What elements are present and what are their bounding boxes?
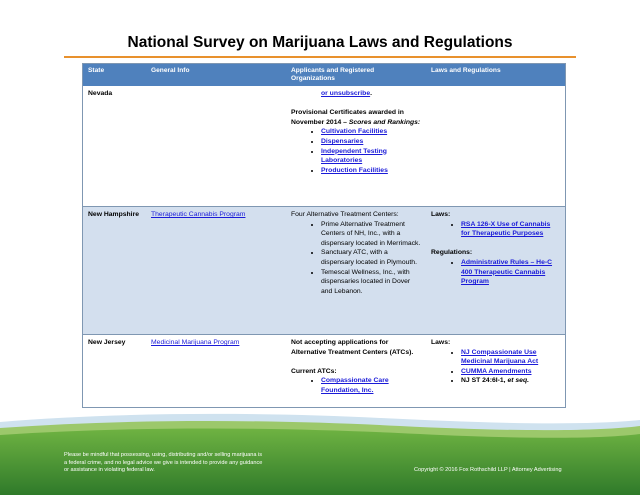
therapeutic-cannabis-program-link[interactable]: Therapeutic Cannabis Program bbox=[151, 211, 246, 218]
unsubscribe-link[interactable]: or unsubscribe bbox=[321, 90, 371, 97]
list-item: • Prime Alternative Treatment Centers of NH, Inc., with a dispensary located in Merrimack. bbox=[321, 220, 421, 249]
regulations-heading: Regulations: bbox=[431, 249, 473, 257]
applicants-cell bbox=[291, 338, 421, 396]
state-name: Nevada bbox=[88, 90, 113, 97]
atc-intro: Not accepting applications for Alternative Treatment Centers (ATCs). bbox=[291, 339, 414, 356]
table-row-new-hampshire bbox=[83, 206, 565, 334]
state-name: New Jersey bbox=[88, 339, 126, 346]
testing-labs-link[interactable]: Independent Testing Laboratories bbox=[321, 147, 387, 165]
applicants-cell bbox=[291, 210, 421, 296]
state-name: New Hampshire bbox=[88, 211, 139, 218]
administrative-rules-link[interactable]: Administrative Rules – He-C 400 Therapeutic Cannabis Program bbox=[461, 258, 553, 286]
title-rule bbox=[64, 56, 576, 58]
list-item: • Temescal Wellness, Inc., with dispensaries located in Dover and Lebanon. bbox=[321, 268, 421, 297]
current-atcs-heading: Current ATCs: bbox=[291, 367, 337, 375]
table-row-nevada bbox=[83, 86, 565, 206]
cultivation-facilities-link[interactable]: Cultivation Facilities bbox=[321, 128, 388, 136]
col-header-state: State bbox=[88, 67, 105, 74]
general-info-cell bbox=[151, 338, 271, 348]
laws-cell bbox=[431, 338, 561, 386]
table-header bbox=[83, 64, 565, 86]
nj-compassionate-use-act-link[interactable]: NJ Compassionate Use Medicinal Marijuana Act bbox=[461, 348, 539, 366]
page-title: National Survey on Marijuana Laws and Regulations bbox=[127, 34, 513, 51]
laws-heading: Laws: bbox=[431, 211, 451, 218]
atc-intro: Four Alternative Treatment Centers: bbox=[291, 211, 399, 218]
nevada-facilities-list bbox=[291, 127, 421, 175]
medicinal-marijuana-program-link[interactable]: Medicinal Marijuana Program bbox=[151, 339, 240, 346]
legal-disclaimer: Please be mindful that possessing, using, distributing and/or selling marijuana is a federal crime, and no legal advice we give is intended to provide any guidance or assistance in violating federal law. bbox=[64, 452, 263, 474]
laws-table bbox=[82, 63, 566, 408]
cumma-amendments-link[interactable]: CUMMA Amendments bbox=[461, 367, 532, 375]
footer bbox=[0, 408, 640, 495]
dispensaries-link[interactable]: Dispensaries bbox=[321, 137, 364, 145]
table-row-new-jersey bbox=[83, 334, 565, 408]
laws-heading: Laws: bbox=[431, 339, 451, 346]
copyright-notice: Copyright © 2016 Fox Rothschild LLP | Attorney Advertising bbox=[414, 467, 562, 473]
provisional-certificates-text: Provisional Certificates awarded in November 2014 – Scores and Rankings: bbox=[291, 109, 421, 126]
production-facilities-link[interactable]: Production Facilities bbox=[321, 166, 388, 174]
col-header-laws: Laws and Regulations bbox=[431, 67, 501, 74]
laws-cell bbox=[431, 210, 561, 287]
col-header-general-info: General Info bbox=[151, 67, 190, 74]
nh-atc-list bbox=[291, 220, 421, 297]
rsa-126x-link[interactable]: RSA 126-X Use of Cannabis for Therapeutic Purposes bbox=[461, 220, 551, 238]
general-info-cell bbox=[151, 210, 271, 220]
compassionate-care-link[interactable]: Compassionate Care Foundation, Inc. bbox=[321, 377, 389, 394]
nj-statute-text: • NJ ST 24:6I-1, et seq. bbox=[461, 376, 561, 386]
list-item: • Sanctuary ATC, with a dispensary located in Plymouth. bbox=[321, 248, 421, 267]
applicants-cell: or unsubscribe. Provisional Certificates awarded in November 2014 – Scores and Rankings: • Cultivation Facilities • Dispensaries • Independent Testing Laboratories • Production Facilities bbox=[291, 89, 421, 175]
col-header-applicants: Applicants and Registered Organizations bbox=[291, 67, 375, 82]
